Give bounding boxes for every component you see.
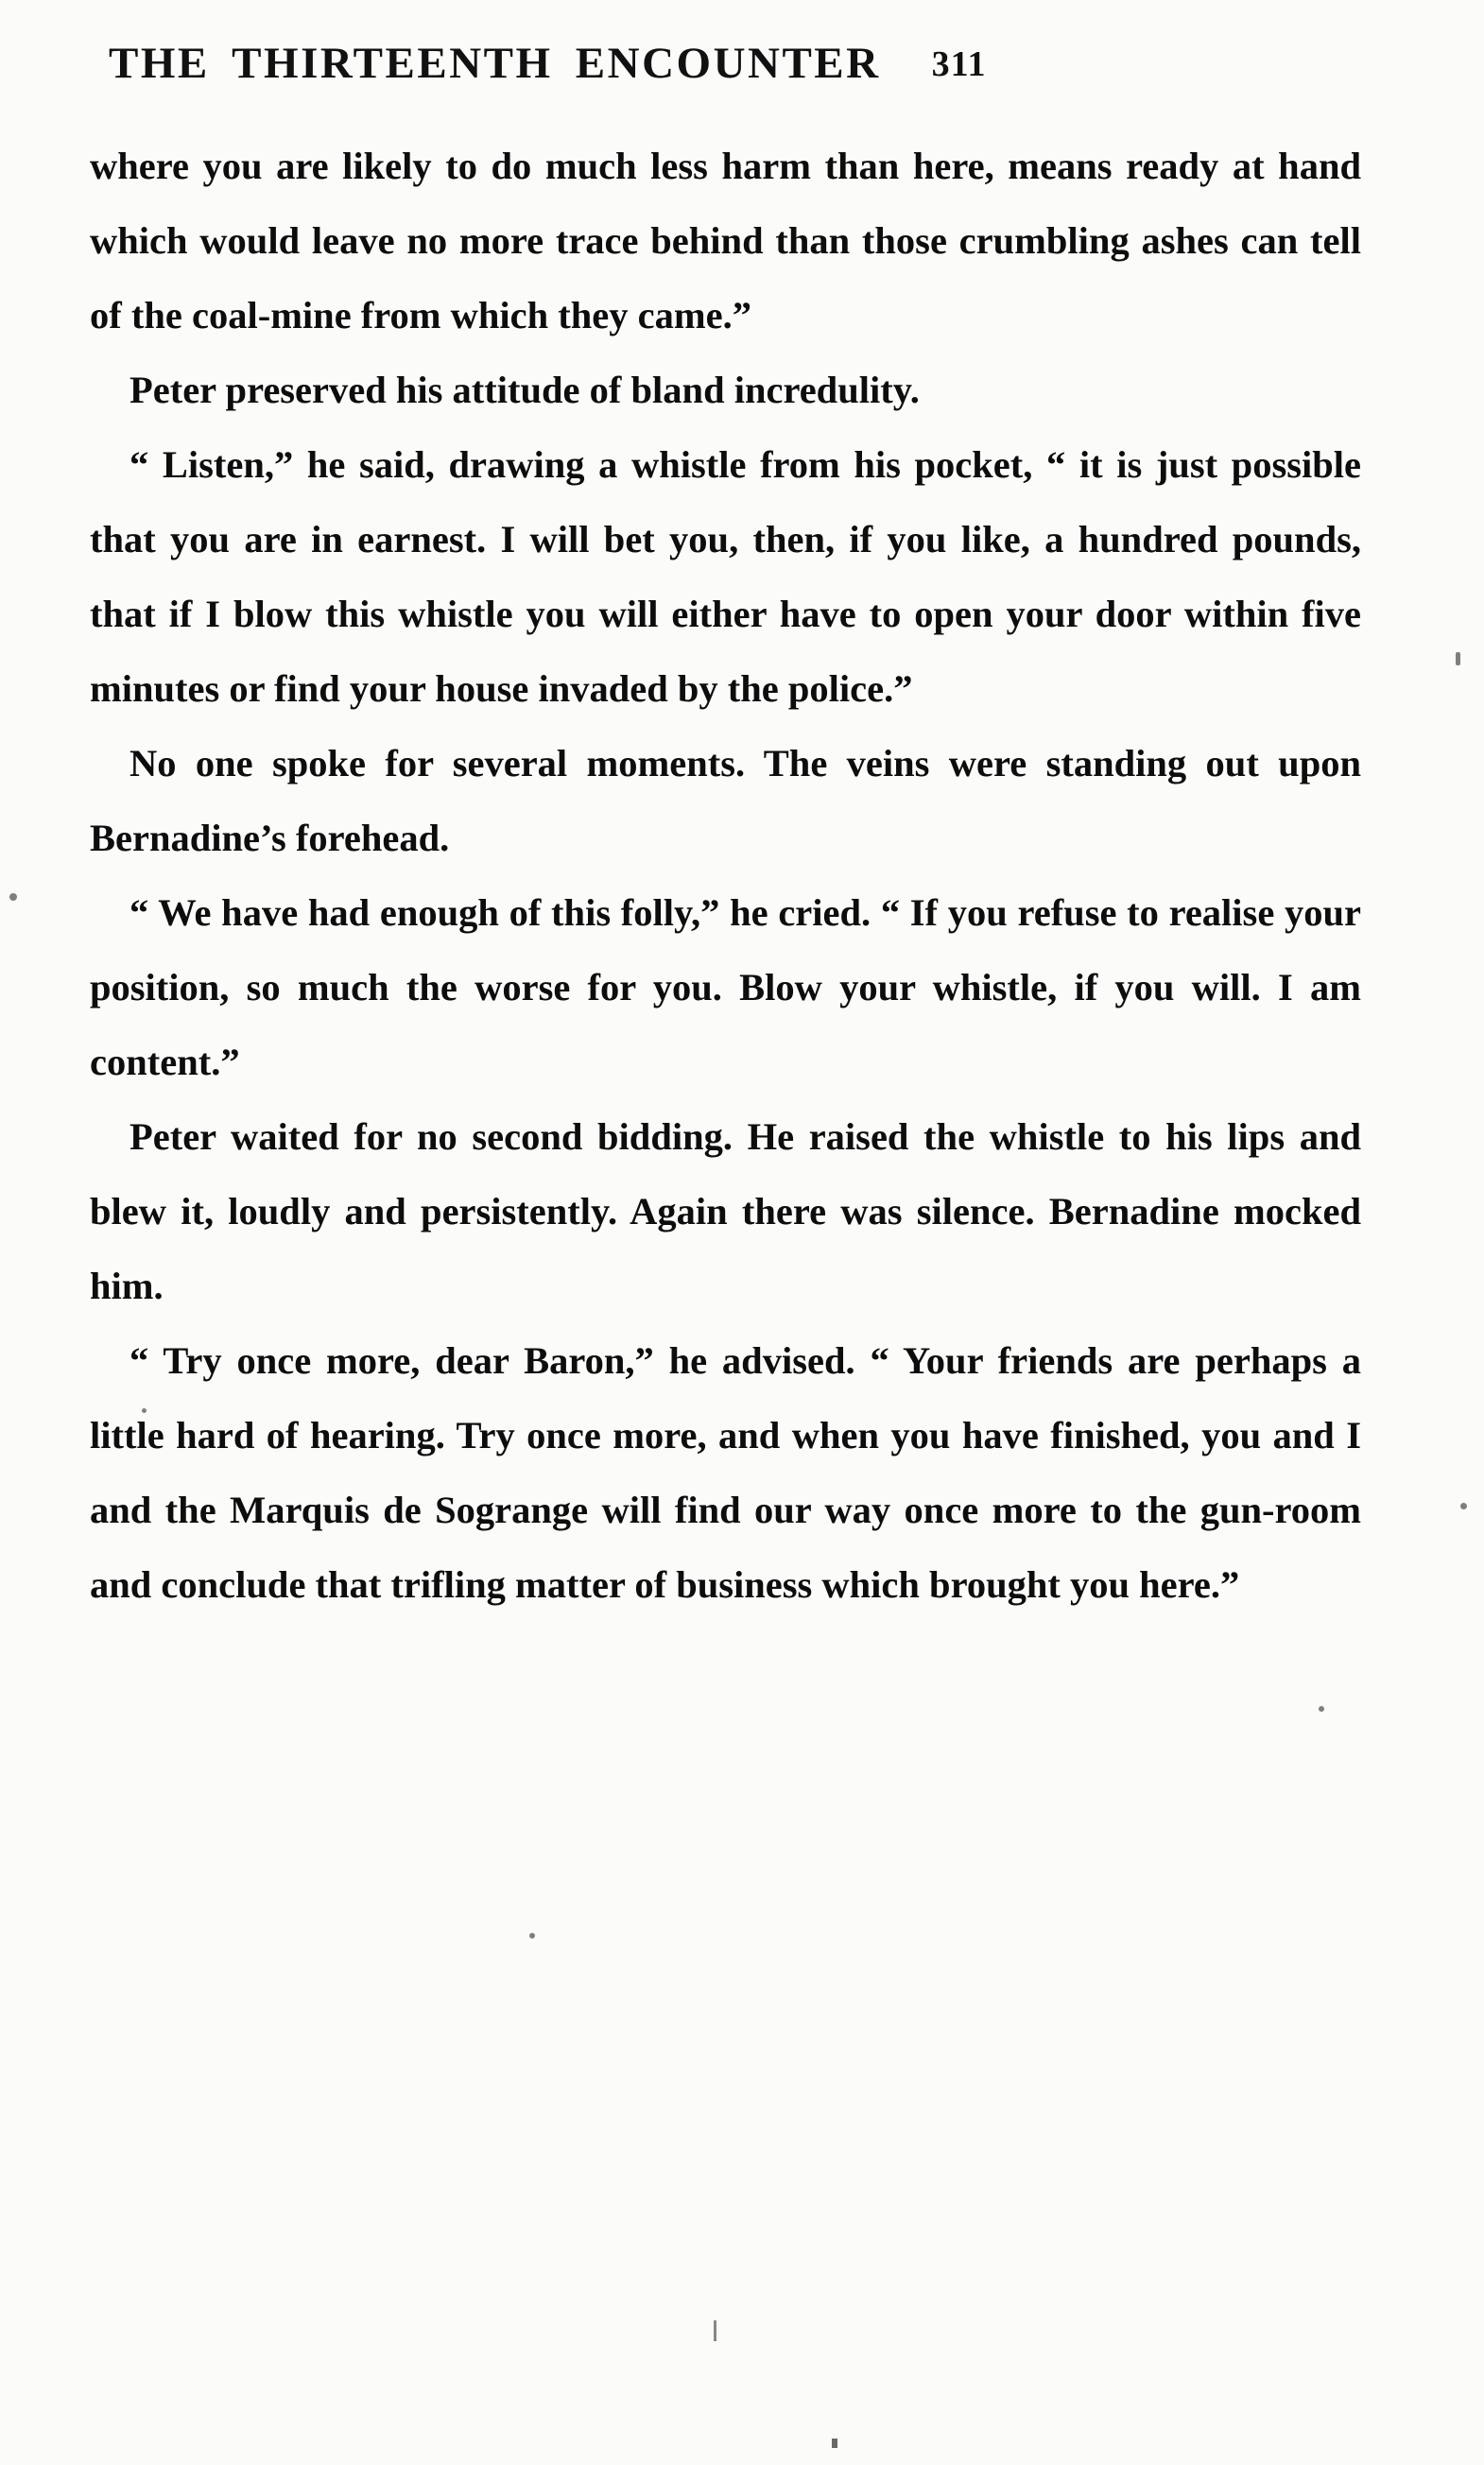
body-text (90, 129, 1361, 1622)
running-title: THE THIRTEENTH ENCOUNTER (109, 39, 881, 88)
scan-speckle (1460, 1503, 1467, 1509)
paragraph: “ Try once more, dear Baron,” he advised. “ Your friends are perhaps a little hard of hearing. Try once more, and when you have finished, you and I and the Marquis de Sogrange will find our way once more to the gun-room and conclude that trifling matter of business which brought you here.” (90, 1339, 1361, 1606)
page-header (90, 38, 1361, 89)
scan-speckle (1319, 1706, 1324, 1712)
paragraph: No one spoke for several moments. The veins were standing out upon Bernadine’s forehead. (90, 742, 1361, 859)
paragraph: “ We have had enough of this folly,” he cried. “ If you refuse to realise your position, so much the worse for you. Blow your whistle, if you will. I am content.” (90, 891, 1361, 1083)
scan-speckle (9, 893, 17, 901)
scan-speckle (529, 1933, 535, 1939)
paragraph: Peter waited for no second bidding. He raised the whistle to his lips and blew it, loudly and persistently. Again there was silence. Bernadine mocked him. (90, 1115, 1361, 1307)
scan-speckle (1456, 652, 1460, 665)
page-number: 311 (931, 44, 987, 84)
scan-speckle (142, 1408, 147, 1413)
footer-mark (714, 2320, 716, 2341)
paragraph: Peter preserved his attitude of bland incredulity. (129, 369, 920, 411)
paragraph: “ Listen,” he said, drawing a whistle from his pocket, “ it is just possible that you are in earnest. I will bet you, then, if you like, a hundred pounds, that if I blow this whistle you will either have to open your door within five minutes or find your house invaded by the police.” (90, 443, 1361, 710)
bottom-edge-mark (832, 2439, 837, 2448)
page-content (90, 38, 1361, 1622)
paragraph: where you are likely to do much less harm than here, means ready at hand which would leave no more trace behind than those crumbling ashes can tell of the coal-mine from which they came.” (90, 145, 1361, 336)
